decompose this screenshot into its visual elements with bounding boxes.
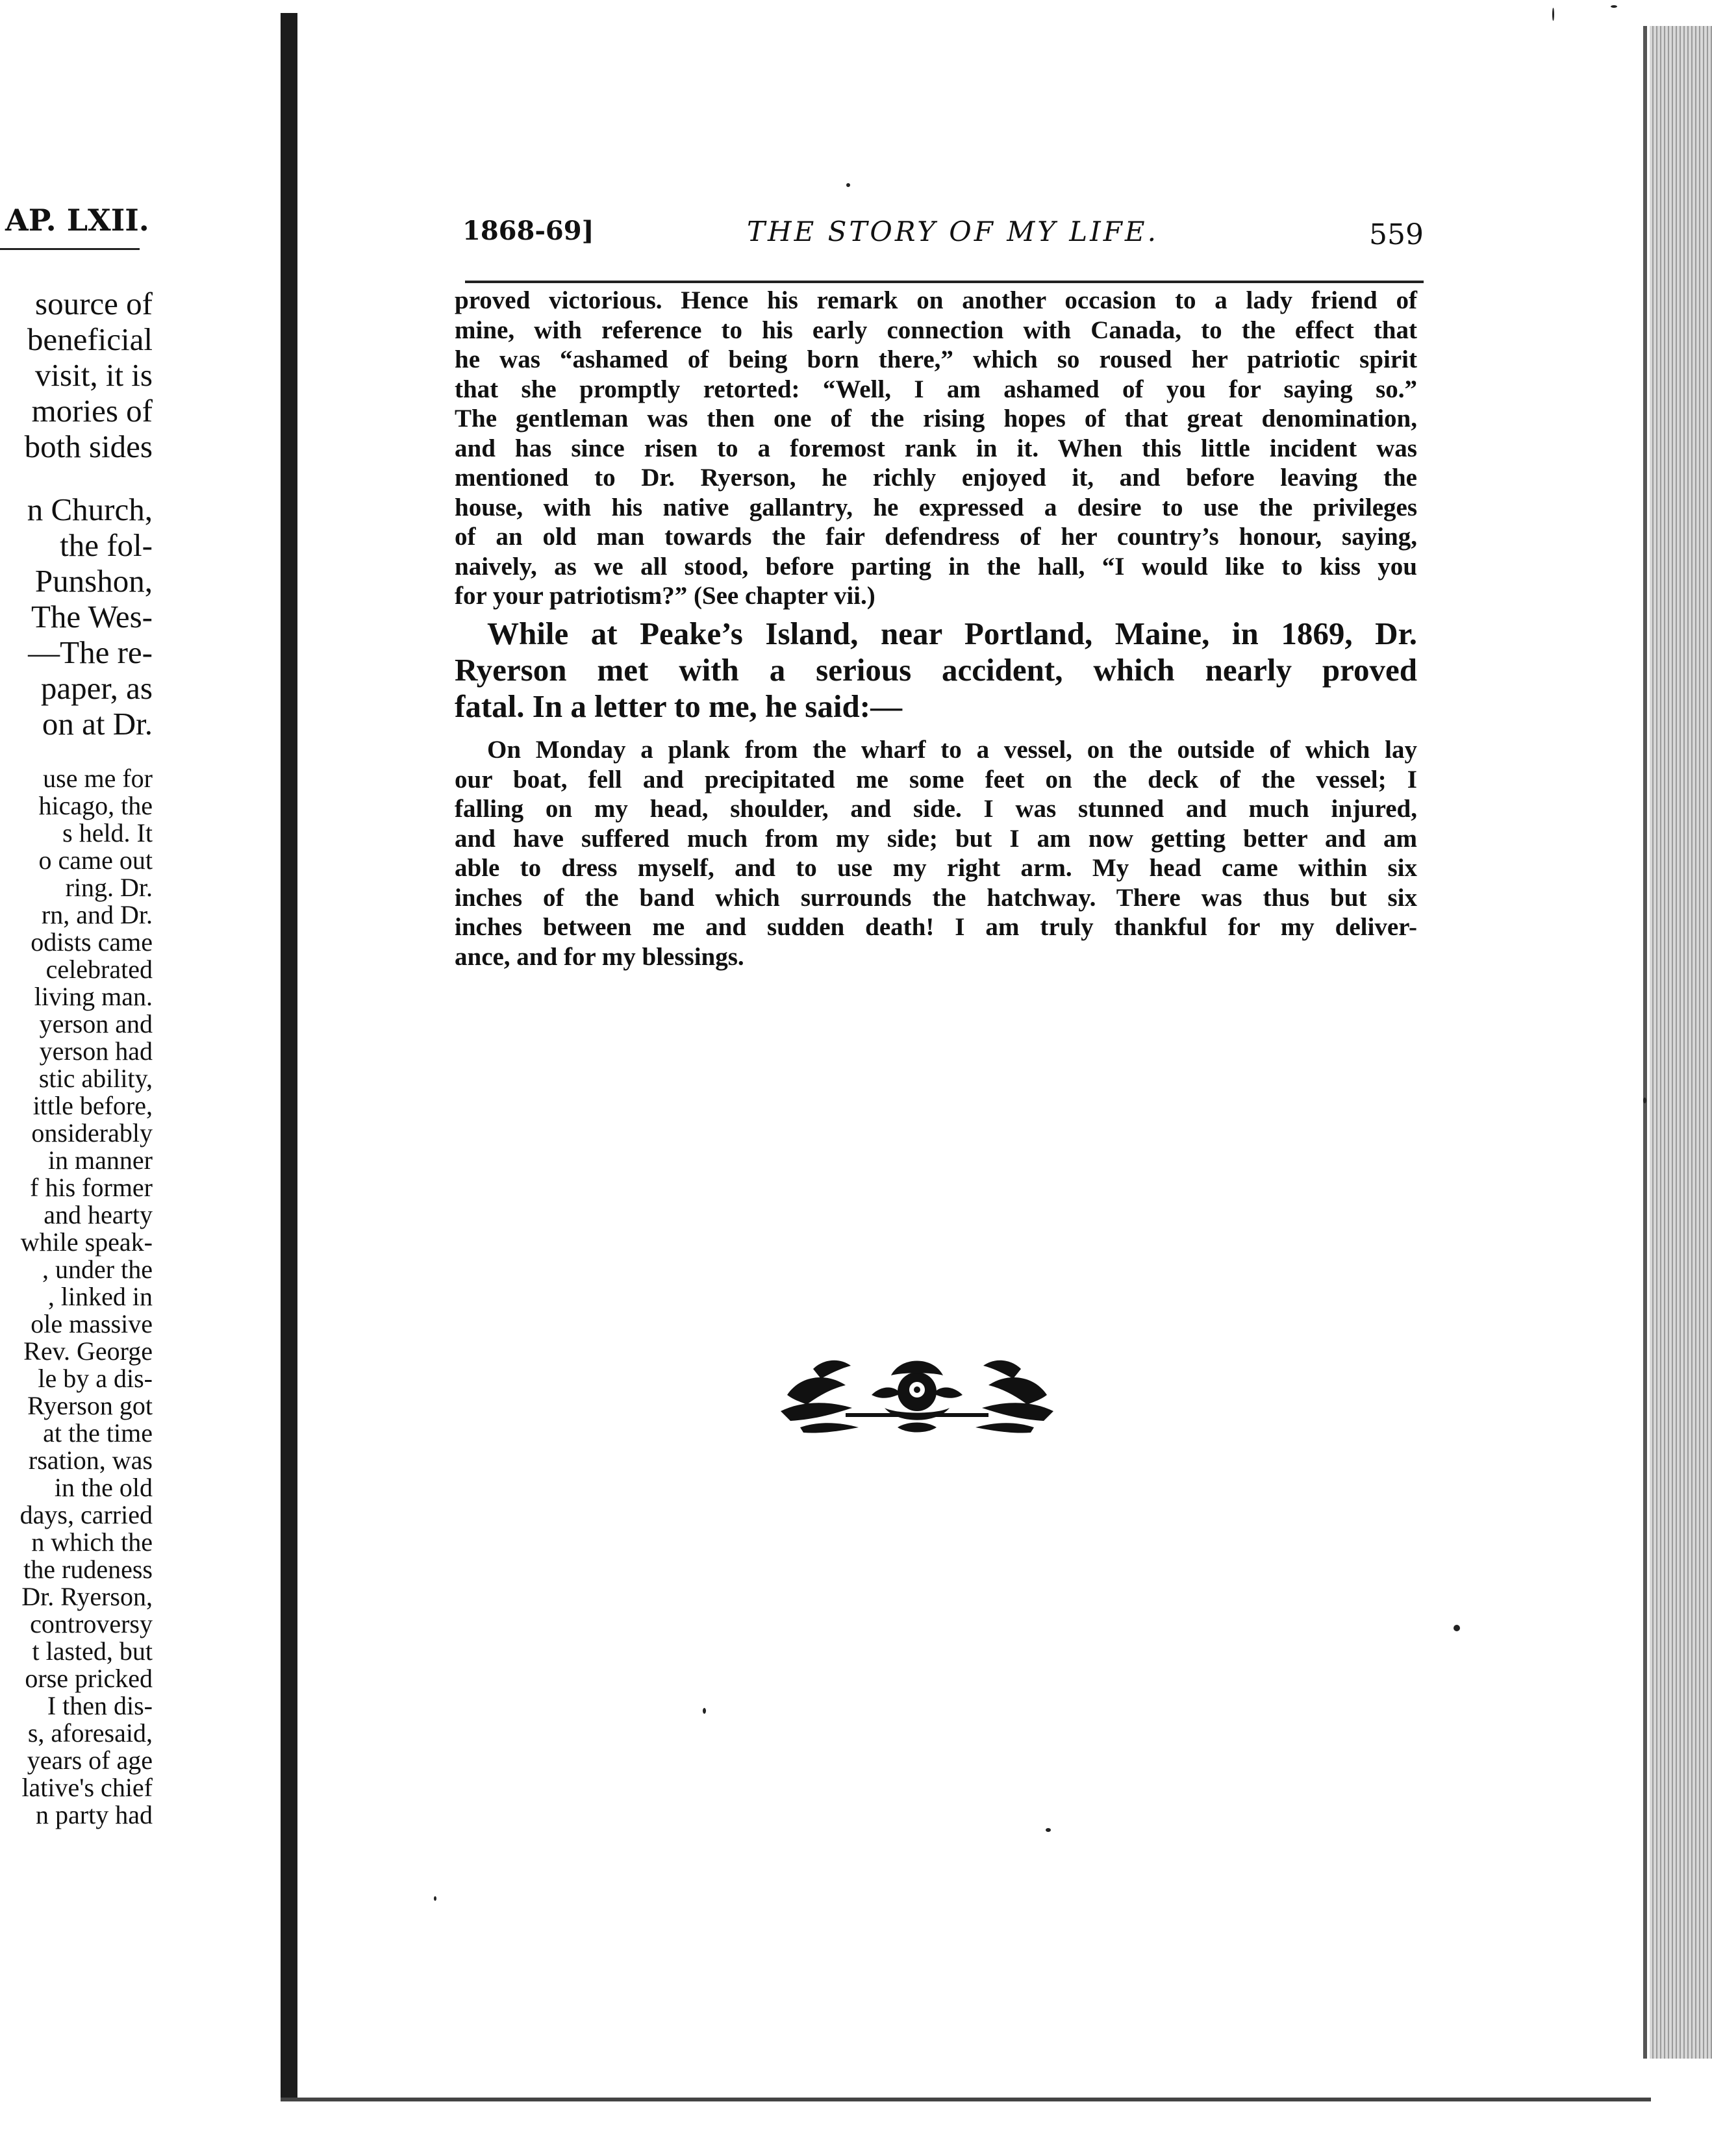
previous-page-line: Dr. Ryerson, — [21, 1582, 153, 1611]
previous-page-line: t lasted, but — [32, 1636, 153, 1666]
previous-page-line: controversy — [30, 1609, 153, 1638]
text-line: and has since risen to a foremost rank in it. When this little incident was — [455, 434, 1417, 462]
stray-mark — [703, 1708, 706, 1714]
stray-mark — [1454, 1625, 1460, 1631]
floral-tailpiece-ornament-icon — [774, 1349, 1060, 1440]
text-line: ance, and for my blessings. — [455, 942, 744, 971]
stray-mark — [1643, 1097, 1646, 1103]
previous-page-line: lative's chief — [21, 1773, 153, 1802]
previous-page-chapter-head: AP. LXII. — [5, 203, 149, 238]
previous-page-line: while speak- — [20, 1227, 153, 1257]
previous-page-line: use me for — [43, 764, 153, 793]
previous-page-text — [0, 286, 153, 1829]
previous-page-line: The Wes- — [31, 599, 153, 634]
text-line: he was “ashamed of being born there,” which so roused her patriotic spirit — [455, 345, 1417, 373]
text-line: of an old man towards the fair defendress of her country’s honour, saying, — [455, 523, 1417, 551]
previous-page-line: hicago, the — [38, 791, 153, 820]
previous-page-line: at the time — [43, 1418, 153, 1448]
previous-page-line: and hearty — [44, 1200, 153, 1229]
page-number: 559 — [1369, 218, 1424, 251]
previous-page-line: days, carried — [19, 1500, 153, 1529]
previous-page-line: ole massive — [31, 1309, 153, 1338]
text-line: mine, with reference to his early connection with Canada, to the effect that — [455, 316, 1417, 344]
previous-page-line: o came out — [38, 846, 153, 875]
stray-mark — [1611, 5, 1617, 8]
text-line: naively, as we all stood, before parting in the hall, “I would like to kiss you — [455, 552, 1417, 581]
text-line: our boat, fell and precipitated me some feet on the deck of the vessel; I — [455, 765, 1417, 794]
previous-page-line: —The re- — [28, 634, 153, 670]
paragraph-patriotism-anecdote — [455, 286, 1417, 611]
stray-mark — [434, 1896, 436, 1901]
text-line: proved victorious. Hence his remark on another occasion to a lady friend of — [455, 286, 1417, 314]
text-line: falling on my head, shoulder, and side. I was stunned and much injured, — [455, 795, 1417, 823]
previous-page-line: , under the — [42, 1255, 153, 1284]
text-line: Ryerson met with a serious accident, which nearly proved — [455, 652, 1417, 688]
running-head-title: THE STORY OF MY LIFE. — [747, 216, 1159, 247]
previous-page-line: s held. It — [62, 818, 153, 847]
text-line: and have suffered much from my side; but I am now getting better and am — [455, 824, 1417, 853]
previous-page-line: paper, as — [40, 670, 153, 706]
stray-mark — [1552, 8, 1554, 21]
text-line: inches of the band which surrounds the hatchway. There was thus but six — [455, 883, 1417, 912]
previous-page-line: , linked in — [47, 1282, 153, 1311]
text-line: On Monday a plank from the wharf to a vessel, on the outside of which lay — [487, 736, 1417, 764]
previous-page-line: rn, and Dr. — [41, 900, 153, 929]
text-line: The gentleman was then one of the rising hopes of that great denomination, — [455, 405, 1417, 432]
previous-page-line: Ryerson got — [27, 1391, 153, 1420]
previous-page-line — [0, 742, 153, 765]
paragraph-peakes-island-accident — [455, 616, 1417, 725]
previous-page-line: le by a dis- — [38, 1364, 153, 1393]
page-bottom-edge — [281, 2098, 1651, 2101]
previous-page-line: f his former — [30, 1173, 153, 1202]
previous-page-line: celebrated — [45, 955, 153, 984]
previous-page-fragment — [0, 0, 273, 2156]
book-gutter — [281, 13, 297, 2098]
text-line: able to dress myself, and to use my right arm. My head came within six — [455, 854, 1417, 882]
previous-page-line: n party had — [36, 1800, 153, 1829]
text-line: that she promptly retorted: “Well, I am ashamed of you for saying so.” — [455, 375, 1417, 403]
text-line: mentioned to Dr. Ryerson, he richly enjoyed it, and before leaving the — [455, 464, 1417, 492]
previous-page-line: Rev. George — [23, 1336, 153, 1366]
letter-quotation — [455, 735, 1417, 971]
previous-page-line — [0, 464, 153, 492]
previous-page-line: mories of — [31, 393, 153, 429]
previous-page-line: Punshon, — [34, 563, 153, 599]
text-line: house, with his native gallantry, he expressed a desire to use the privileges — [455, 493, 1417, 521]
previous-page-line: odists came — [31, 927, 153, 957]
running-head-rule — [465, 281, 1424, 283]
running-head — [462, 216, 1424, 261]
previous-page-line: rsation, was — [28, 1446, 153, 1475]
previous-page-line: onsiderably — [31, 1118, 153, 1147]
text-line: for your patriotism?” (See chapter vii.) — [455, 582, 875, 610]
previous-page-line: n which the — [31, 1527, 153, 1557]
page-stack — [1650, 26, 1712, 2059]
previous-page-line: the fol- — [60, 527, 153, 563]
previous-page-line: beneficial — [27, 321, 153, 357]
previous-page-line: both sides — [24, 429, 153, 464]
previous-page-line: years of age — [27, 1746, 153, 1775]
previous-page-line: in the old — [54, 1473, 153, 1502]
stray-mark — [1046, 1828, 1051, 1832]
previous-page-line: in manner — [47, 1146, 153, 1175]
previous-page-line: the rudeness — [23, 1555, 153, 1584]
text-line: fatal. In a letter to me, he said:— — [455, 688, 903, 724]
previous-page-line: s, aforesaid, — [27, 1718, 153, 1748]
previous-page-line: n Church, — [27, 492, 153, 527]
previous-page-line: ittle before, — [32, 1091, 153, 1120]
previous-page-line: stic ability, — [38, 1064, 153, 1093]
previous-page-line: I then dis- — [47, 1691, 153, 1720]
previous-page-line: ring. Dr. — [65, 873, 153, 902]
page-edge — [1643, 26, 1647, 2059]
text-line: While at Peake’s Island, near Portland, Maine, in 1869, Dr. — [487, 616, 1417, 651]
previous-page-line: visit, it is — [34, 357, 153, 393]
previous-page-rule — [0, 248, 140, 250]
previous-page-line: source of — [35, 286, 153, 321]
previous-page-line: yerson and — [39, 1009, 153, 1038]
running-head-years: 1868-69] — [462, 216, 594, 246]
previous-page-line: living man. — [34, 982, 153, 1011]
previous-page-line: on at Dr. — [42, 706, 153, 742]
stray-mark — [846, 183, 850, 187]
previous-page-line: orse pricked — [25, 1664, 153, 1693]
previous-page-line: yerson had — [39, 1036, 153, 1066]
text-line: inches between me and sudden death! I am truly thankful for my deliver- — [455, 913, 1417, 941]
